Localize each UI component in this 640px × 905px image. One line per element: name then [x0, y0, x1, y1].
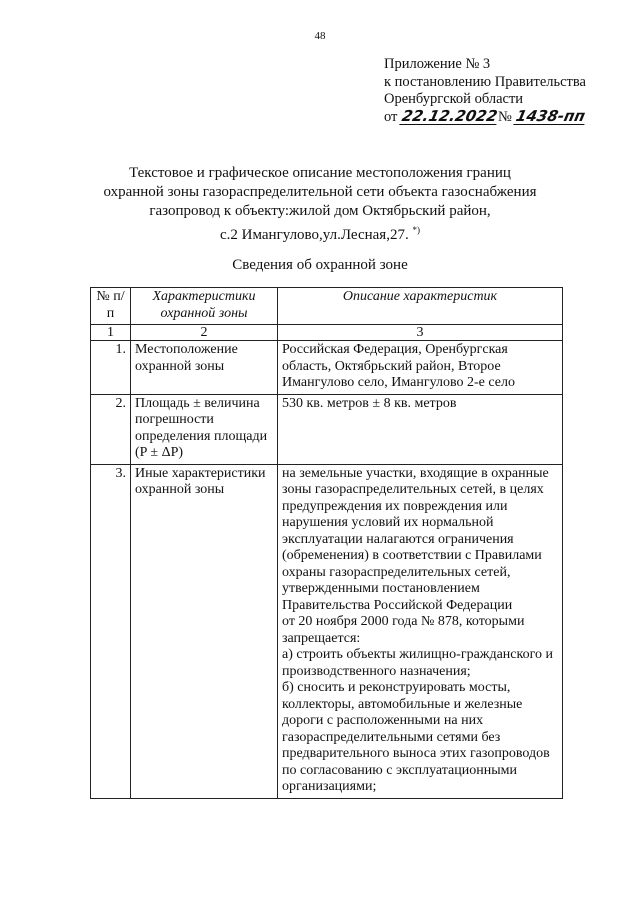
description-line: (обременения) в соответствии с Правилами: [282, 548, 542, 563]
title-line-4: [60, 221, 580, 245]
row-characteristic: Иные характеристики охранной зоны: [131, 464, 278, 798]
description-line: охраны газораспределительных сетей,: [282, 564, 511, 580]
description-line: предупреждения их повреждения или: [282, 498, 508, 514]
description-line: производственного назначения;: [282, 663, 471, 679]
description-line: от 20 ноября 2000 года № 878, которыми: [282, 614, 525, 629]
index-cell-3: 3: [278, 325, 563, 341]
protection-zone-table: [90, 287, 563, 799]
appendix-line-region: Оренбургской области: [384, 91, 524, 107]
handwritten-number: 1438-пп: [514, 106, 588, 125]
row-description: [278, 464, 563, 798]
row-description: Российская Федерация, Оренбургская область, Октябрьский район, Второе Имангулово село, Имангулово 2-е село: [278, 341, 563, 395]
page-number: 48: [314, 30, 326, 42]
index-cell-2: 2: [131, 325, 278, 341]
appendix-header: [384, 56, 586, 126]
table-header-row: [91, 288, 563, 325]
index-cell-1: 1: [91, 325, 131, 341]
header-description: Описание характеристик: [278, 288, 563, 325]
table-index-row: [91, 325, 563, 341]
row-number: 3.: [91, 464, 131, 798]
header-num: № п/п: [91, 288, 131, 325]
section-title: Сведения об охранной зоне: [232, 257, 408, 273]
row-characteristic: Местоположение охранной зоны: [131, 341, 278, 395]
date-label: от: [384, 108, 398, 125]
header-characteristic: Характеристики охранной зоны: [131, 288, 278, 325]
appendix-title: Приложение № 3: [384, 56, 491, 72]
description-line: организациями;: [282, 779, 377, 794]
description-line: на земельные участки, входящие в охранные: [282, 465, 549, 481]
title-line-3: газопровод к объекту:жилой дом Октябрьский район,: [149, 203, 491, 219]
appendix-line-resolution: к постановлению Правительства: [384, 73, 586, 90]
title-address: с.2 Имангулово,ул.Лесная,27.: [220, 227, 409, 243]
description-line: запрещается:: [282, 630, 361, 646]
description-line: б) сносить и реконструировать мосты,: [282, 680, 511, 695]
description-line: утвержденными постановлением: [282, 581, 480, 596]
footnote-mark: *): [412, 225, 420, 235]
description-line: дороги с расположенными на них: [282, 713, 484, 728]
table-row: [91, 341, 563, 395]
description-line: эксплуатации налагаются ограничения: [282, 531, 514, 547]
handwritten-date: 22.12.2022: [400, 106, 500, 125]
row-characteristic: Площадь ± величина погрешности определения площади (P ± ΔP): [131, 394, 278, 464]
table-row: [91, 394, 563, 464]
description-line: нарушения условий их нормальной: [282, 515, 494, 530]
document-title: [60, 164, 580, 245]
table-row: [91, 464, 563, 798]
description-line: по согласованию с эксплуатационными: [282, 762, 517, 778]
row-description: 530 кв. метров ± 8 кв. метров: [278, 394, 563, 464]
row-number: 2.: [91, 394, 131, 464]
description-line: коллекторы, автомобильные и железные: [282, 696, 523, 712]
description-line: зоны газораспределительных сетей, в целях: [282, 482, 544, 497]
description-line: газораспределительными сетями без: [282, 729, 501, 745]
description-line: предварительного выноса этих газопроводов: [282, 746, 550, 761]
appendix-date-number-line: [384, 106, 588, 127]
title-line-2: охранной зоны газораспределительной сети объекта газоснабжения: [103, 184, 537, 200]
description-line: Правительства Российской Федерации: [282, 597, 513, 613]
description-line: а) строить объекты жилищно-гражданского и: [282, 647, 553, 662]
row-number: 1.: [91, 341, 131, 395]
title-line-1: Текстовое и графическое описание местоположения границ: [129, 165, 511, 181]
number-label: №: [497, 108, 512, 125]
